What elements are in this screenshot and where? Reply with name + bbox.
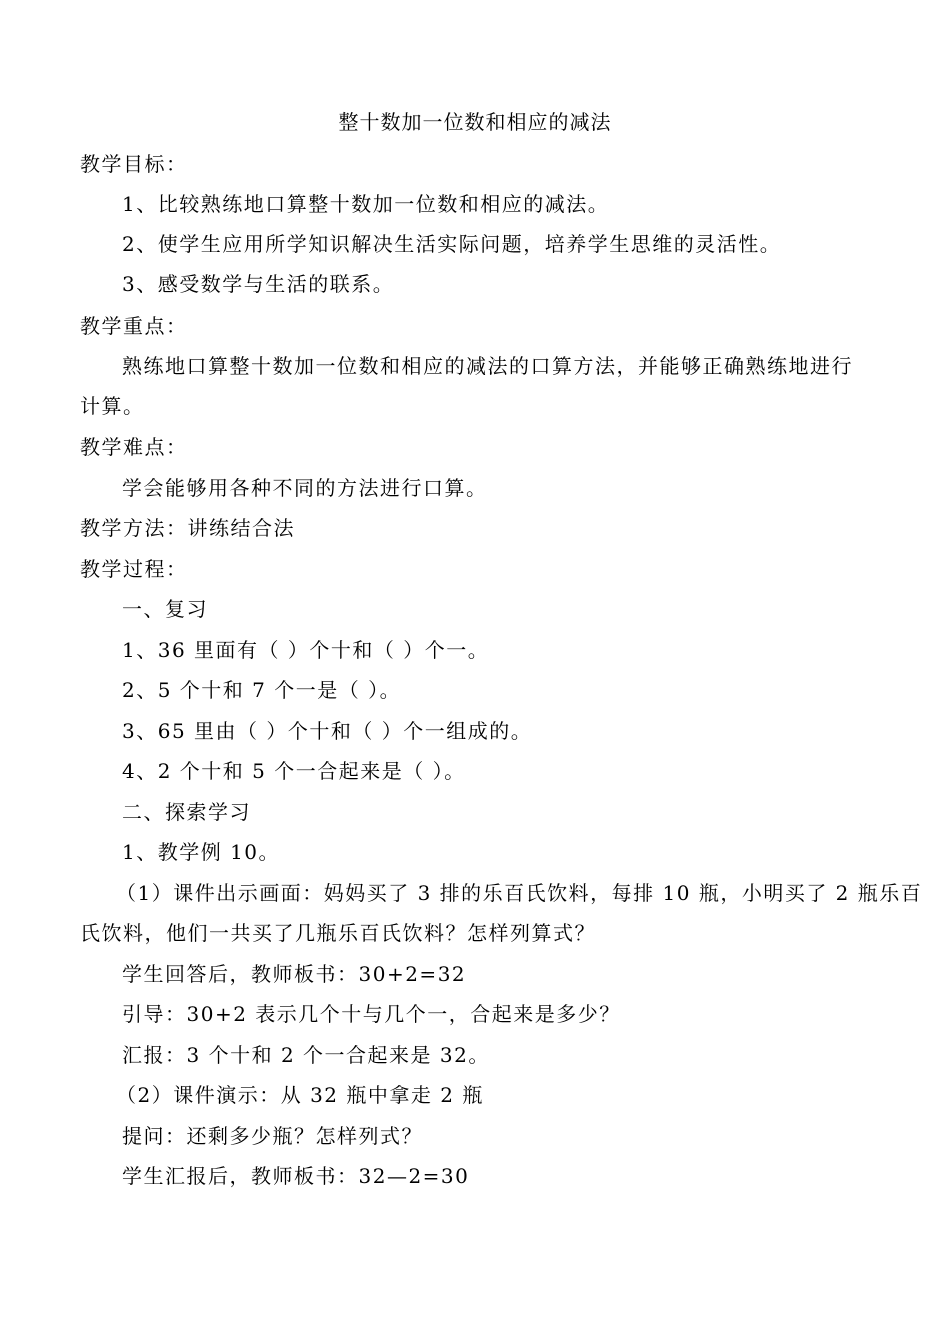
key-points-heading: 教学重点：: [80, 314, 188, 338]
review-item: 2、5 个十和 7 个一是（ ）。: [122, 678, 402, 702]
review-item: 3、65 里由（ ）个十和（ ）个一组成的。: [122, 719, 533, 743]
process-heading: 教学过程：: [80, 557, 188, 581]
objective-item: 1、比较熟练地口算整十数加一位数和相应的减法。: [122, 192, 610, 216]
objective-item: 2、使学生应用所学知识解决生活实际问题，培养学生思维的灵活性。: [122, 232, 782, 256]
difficulty-text: 学会能够用各种不同的方法进行口算。: [122, 476, 488, 500]
document-title: 整十数加一位数和相应的减法: [338, 110, 612, 134]
difficulty-heading: 教学难点：: [80, 435, 188, 459]
report-text: 汇报：3 个十和 2 个一合起来是 32。: [122, 1043, 490, 1067]
board-note-1: 学生回答后，教师板书：30+2=32: [122, 962, 467, 986]
objective-item: 3、感受数学与生活的联系。: [122, 272, 395, 296]
review-item: 1、36 里面有（ ）个十和（ ）个一。: [122, 638, 490, 662]
explore-heading: 二、探索学习: [122, 800, 251, 824]
guide-text: 引导：30+2 表示几个十与几个一，合起来是多少？: [122, 1002, 621, 1026]
key-points-text: 熟练地口算整十数加一位数和相应的减法的口算方法，并能够正确熟练地进行: [122, 354, 853, 378]
paragraph-1: （1）课件出示画面：妈妈买了 3 排的乐百氏饮料，每排 10 瓶，小明买了 2 瓶乐百: [116, 881, 923, 905]
review-item: 4、2 个十和 5 个一合起来是（ ）。: [122, 759, 466, 783]
paragraph-1-continued: 氏饮料，他们一共买了几瓶乐百氏饮料？怎样列算式？: [80, 921, 596, 945]
example-heading: 1、教学例 10。: [122, 840, 281, 864]
teaching-method: 教学方法：讲练结合法: [80, 516, 295, 540]
key-points-text-continued: 计算。: [80, 394, 145, 418]
review-heading: 一、复习: [122, 597, 208, 621]
objectives-heading: 教学目标：: [80, 152, 188, 176]
paragraph-2: （2）课件演示：从 32 瓶中拿走 2 瓶: [116, 1083, 484, 1107]
board-note-2: 学生汇报后，教师板书：32—2=30: [122, 1164, 470, 1188]
question-text: 提问：还剩多少瓶？怎样列式？: [122, 1124, 423, 1148]
